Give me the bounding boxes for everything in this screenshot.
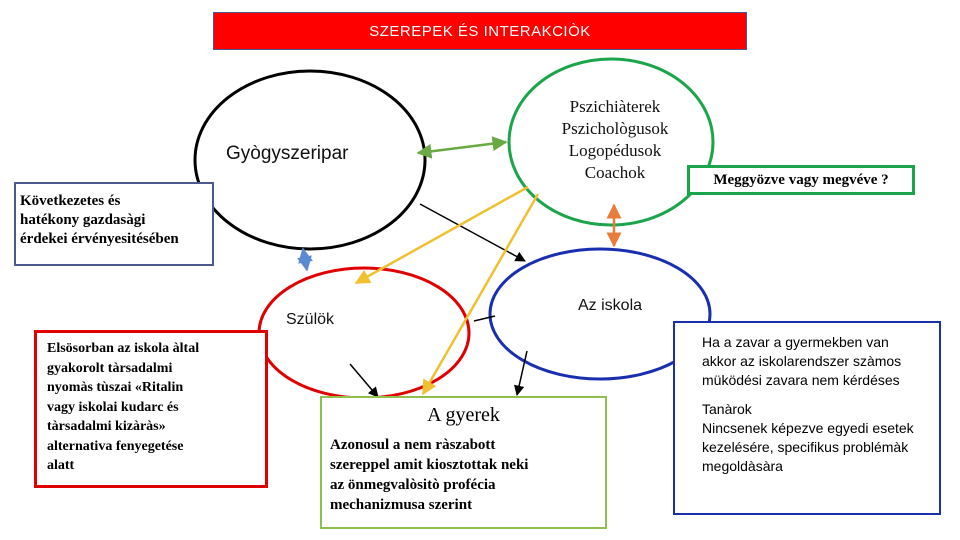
note-line: megoldàsàra [702, 458, 783, 474]
arrow-pharma-school [420, 204, 525, 261]
parents-label: Szülök [286, 311, 335, 328]
parents-note-box [34, 330, 268, 488]
note-line: müködési zavara nem kérdéses [702, 372, 900, 388]
note-line: alternativa fenyegetése [47, 438, 184, 454]
note-line: mechanizmusa szerint [330, 497, 473, 513]
psych-label [520, 96, 710, 184]
school-notes-box [673, 321, 941, 515]
note-line: Azonosul a nem ràszabott [330, 437, 496, 453]
convinced-box [687, 165, 915, 195]
note-line: Következetes és [20, 193, 121, 209]
psych-line: Coachok [584, 163, 646, 182]
note-line: érdekei érvényesitésében [20, 231, 179, 247]
child-box [320, 396, 607, 529]
note-line: tàrsadalmi kizàràs» [47, 419, 166, 434]
psych-line: Pszichiàterek [569, 97, 661, 116]
note-line: Elsösorban az iskola àltal [47, 341, 200, 356]
note-line: gyakorolt tàrsadalmi [47, 360, 173, 376]
note-line: Nincsenek képezve egyedi esetek [702, 420, 914, 436]
parents-circle [259, 268, 469, 398]
note-line: kezelésére, specifikus problémàk [702, 439, 909, 455]
note-line: hatékony gazdasàgi [20, 212, 146, 228]
note-line: vagy iskolai kudarc és [47, 399, 179, 415]
arrow-pharma-psych [418, 142, 506, 153]
psych-line: Logopédusok [568, 141, 662, 160]
note-line: szereppel amit kiosztottak neki [330, 457, 529, 473]
child-body [330, 435, 597, 515]
school-label: Az iskola [578, 297, 643, 314]
pharma-note-box [14, 182, 214, 266]
note-line: nyomàs tùszai «Ritalin [47, 380, 184, 395]
note-line: akkor az iskolarendszer szàmos [702, 353, 902, 369]
teachers-title: Tanàrok [702, 401, 752, 417]
pharma-label: Gyògyszeripar [226, 143, 349, 164]
arrow-pharma-parents [303, 249, 307, 270]
note-line: az önmegvalòsitò profécia [330, 477, 496, 493]
note-line: alatt [47, 458, 75, 473]
psych-line: Pszichològusok [561, 119, 669, 138]
child-title: A gyerek [427, 404, 500, 426]
convinced-text: Meggyözve vagy megvéve ? [713, 171, 889, 188]
note-line: Ha a zavar a gyermekben van [702, 334, 889, 350]
title-text: SZEREPEK ÉS INTERAKCIÒK [369, 22, 591, 40]
